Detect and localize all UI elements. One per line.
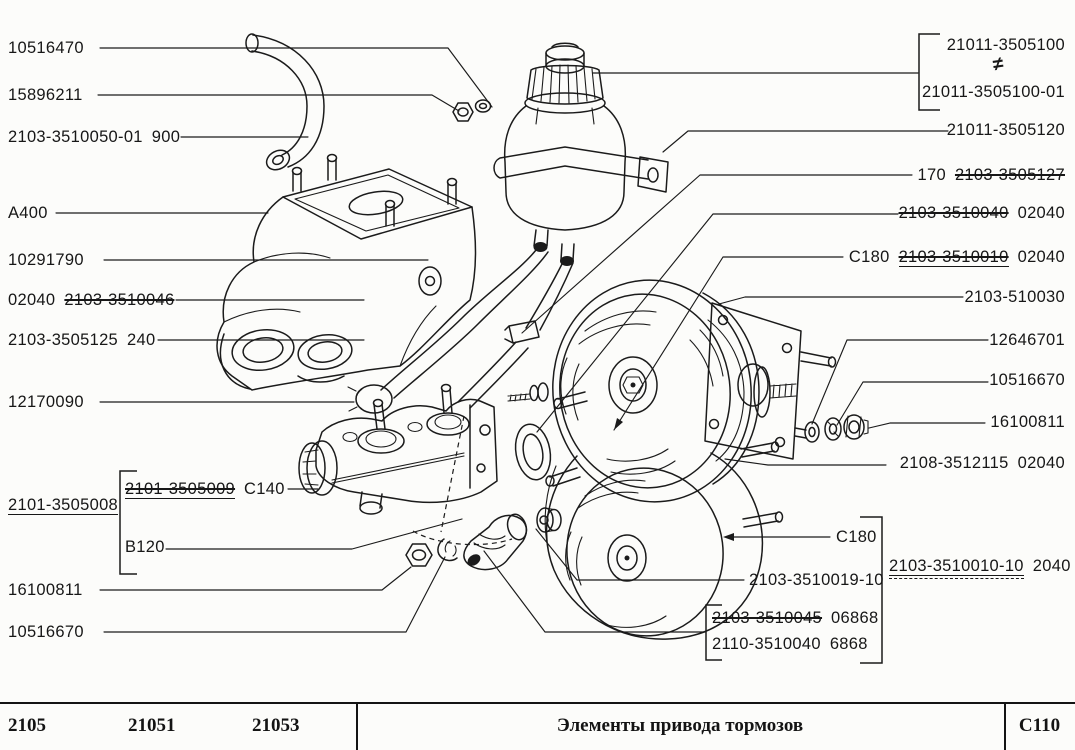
mounting-plate-drawing xyxy=(705,303,836,459)
part-number-C180-lower xyxy=(836,529,877,546)
part-number-2103-3510050-01 xyxy=(8,129,180,146)
part-number-text: 16100811 xyxy=(990,413,1065,431)
part-number-10516470-left xyxy=(8,40,84,57)
title-block xyxy=(0,702,1075,750)
part-number-text: 10516470 xyxy=(8,39,84,57)
part-number-2103-3505125 xyxy=(8,332,155,349)
part-number-text: 2108-3512115 xyxy=(899,454,1009,472)
part-number-text: 2103-3510045 xyxy=(712,609,823,627)
part-number-text: C180 xyxy=(836,528,877,546)
part-number-21011-3505100 xyxy=(947,37,1065,54)
part-number-text: 2103-3510010-10 xyxy=(889,557,1024,575)
part-number-text: 900 xyxy=(151,128,181,146)
part-number-text: 2103-3505125 xyxy=(8,331,119,349)
part-number-text: 2103-3510046 xyxy=(64,291,175,309)
part-number-text: 2103-510030 xyxy=(964,288,1065,306)
booster-upper-drawing xyxy=(508,269,796,513)
sheet-code: С110 xyxy=(1018,715,1061,736)
part-number-text: 16100811 xyxy=(8,581,83,599)
reservoir-hoses-drawing xyxy=(348,250,573,413)
part-number-text: 12170090 xyxy=(8,393,84,411)
part-number-text: 170 xyxy=(917,166,946,184)
part-number-15896211 xyxy=(8,87,83,104)
model-code-2105: 2105 xyxy=(8,715,46,736)
part-number-text: 02040 xyxy=(1017,248,1065,266)
part-number-2101-3505009 xyxy=(125,481,285,499)
part-number-text: A400 xyxy=(8,204,48,222)
part-number-text: 21011-3505100 xyxy=(946,36,1065,54)
part-number-text: 2101-3505008 xyxy=(8,496,119,514)
part-number-10291790 xyxy=(8,252,84,269)
part-number-text: 2103-3510050-01 xyxy=(8,128,143,146)
model-code-21053: 21053 xyxy=(252,715,300,736)
part-number-2103-3510010-10 xyxy=(889,558,1071,576)
part-number-text: 2101-3505009 xyxy=(125,480,236,498)
not-equal-symbol xyxy=(993,55,1004,75)
part-number-text: 240 xyxy=(127,331,156,349)
part-number-21011-3505120 xyxy=(947,122,1065,139)
model-code-21051: 21051 xyxy=(128,715,176,736)
part-number-2103-3510040 xyxy=(899,205,1065,222)
part-number-text: 12646701 xyxy=(989,331,1065,349)
part-number-2103-3510010 xyxy=(849,249,1065,267)
part-number-text: 2103-3510019-10 xyxy=(749,571,884,589)
part-number-text: 06868 xyxy=(831,609,879,627)
part-number-2103-510030 xyxy=(964,289,1065,306)
part-number-text: 02040 xyxy=(8,291,56,309)
part-number-text: 2103-3510040 xyxy=(898,204,1009,222)
sheet-title: Элементы привода тормозов xyxy=(556,715,804,736)
part-number-text: 2103-3510010 xyxy=(898,248,1009,266)
reservoir-drawing xyxy=(494,43,668,266)
part-number-2108-3512115 xyxy=(900,455,1065,472)
part-number-text: C180 xyxy=(848,248,890,266)
part-number-2103-3510045 xyxy=(712,610,878,627)
part-number-2103-3510046 xyxy=(8,292,174,309)
part-number-text: 2110-3510040 xyxy=(712,635,821,653)
part-number-text: 21011-3505120 xyxy=(946,121,1065,139)
part-number-16100811-left xyxy=(8,582,83,599)
manifold-drawing xyxy=(217,155,475,391)
part-number-text: 6868 xyxy=(829,635,868,653)
part-number-12170090 xyxy=(8,394,84,411)
part-number-text: B120 xyxy=(125,538,165,556)
part-number-A400 xyxy=(8,205,48,222)
part-number-text: C140 xyxy=(244,480,285,498)
part-number-text: 21011-3505100-01 xyxy=(921,83,1065,101)
part-number-text: 02040 xyxy=(1017,454,1065,472)
part-number-10516670-right xyxy=(989,372,1065,389)
part-number-text: ≠ xyxy=(991,53,1006,76)
part-number-text: 02040 xyxy=(1017,204,1065,222)
seal-ring-drawing xyxy=(511,421,554,482)
part-number-text: 10516670 xyxy=(989,371,1065,389)
part-number-B120 xyxy=(125,539,165,556)
part-number-21011-3505100-01 xyxy=(922,84,1065,101)
part-number-text: 10516670 xyxy=(8,623,84,641)
vacuum-hose-drawing xyxy=(246,34,324,174)
part-number-2101-3505008 xyxy=(8,497,118,515)
part-number-text: 2103-3505127 xyxy=(954,166,1065,184)
master-cylinder-drawing xyxy=(299,385,497,515)
part-number-10516670-left xyxy=(8,624,84,641)
part-number-12646701 xyxy=(989,332,1065,349)
part-number-text: 2040 xyxy=(1032,557,1071,575)
part-number-text: 15896211 xyxy=(8,86,83,104)
part-number-2103-3510019-10 xyxy=(749,572,884,589)
part-number-2110-3510040 xyxy=(712,636,868,653)
part-number-16100811-right xyxy=(990,414,1065,431)
part-number-text: 10291790 xyxy=(8,251,84,269)
part-number-2103-3505127 xyxy=(918,167,1065,184)
